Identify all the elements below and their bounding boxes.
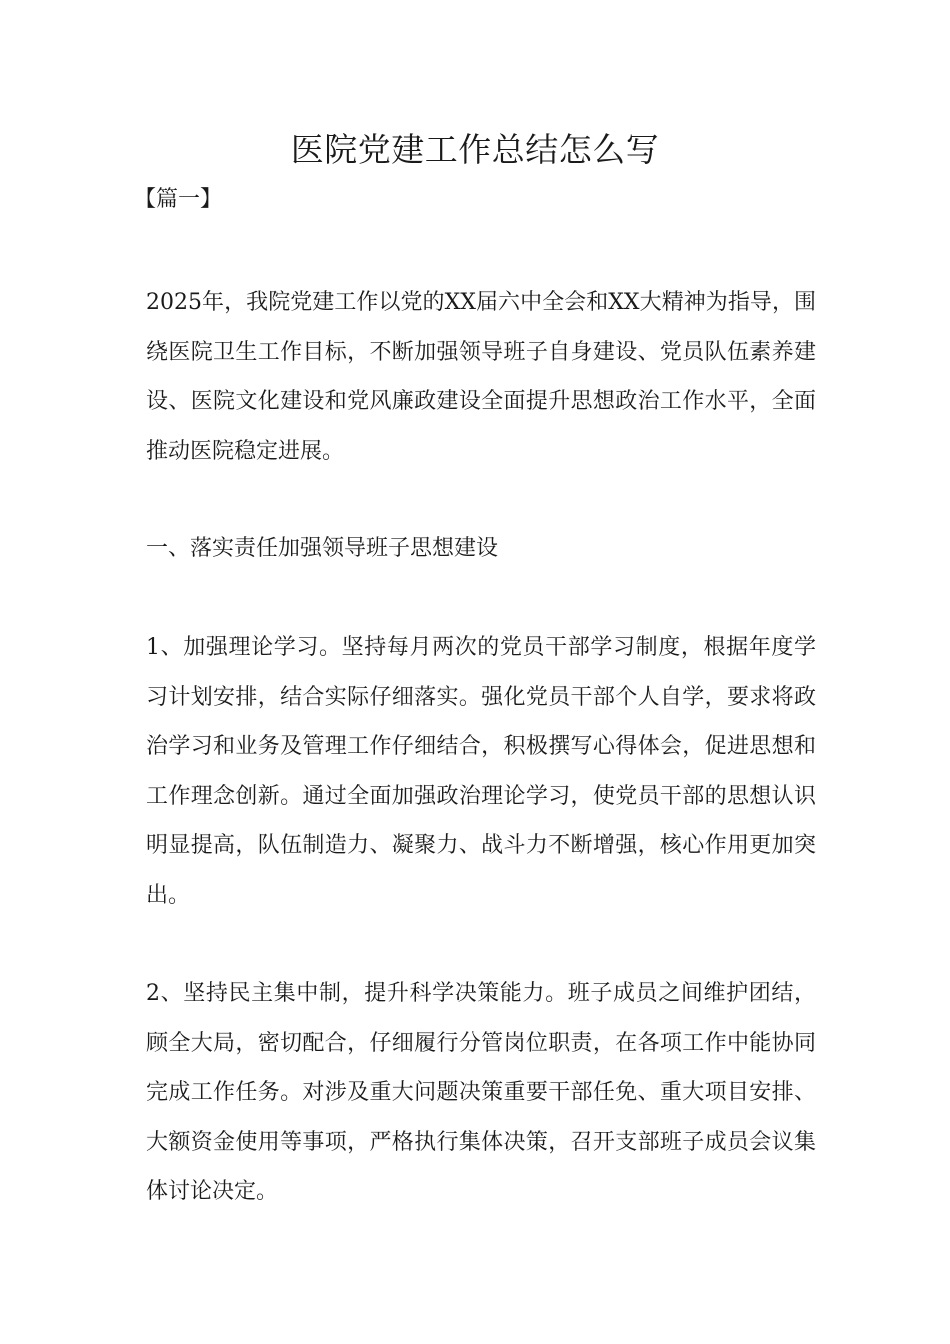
section-tag: 【篇一】 xyxy=(134,187,223,212)
section-heading: 一、落实责任加强领导班子思想建设 xyxy=(146,536,499,561)
list-item-paragraph-2: 2、坚持民主集中制，提升科学决策能力。班子成员之间维护团结，顾全大局，密切配合，仔细履行分管岗位职责，在各项工作中能协同完成工作任务。对涉及重大问题决策重要干部任免、重大项目安排、大额资金使用等事项，严格执行集体决策，召开支部班子成员会议集体讨论决定。 xyxy=(146,981,816,1204)
list-item-paragraph-1: 1、加强理论学习。坚持每月两次的党员干部学习制度，根据年度学习计划安排，结合实际仔细落实。强化党员干部个人自学，要求将政治学习和业务及管理工作仔细结合，积极撰写心得体会，促进思想和工作理念创新。通过全面加强政治理论学习，使党员干部的思想认识明显提高，队伍制造力、凝聚力、战斗力不断增强，核心作用更加突出。 xyxy=(146,635,816,908)
document-title: 医院党建工作总结怎么写 xyxy=(290,130,660,169)
intro-paragraph: 2025年，我院党建工作以党的XX届六中全会和XX大精神为指导，围绕医院卫生工作目标，不断加强领导班子自身建设、党员队伍素养建设、医院文化建设和党风廉政建设全面提升思想政治工作水平，全面推动医院稳定进展。 xyxy=(146,290,816,464)
